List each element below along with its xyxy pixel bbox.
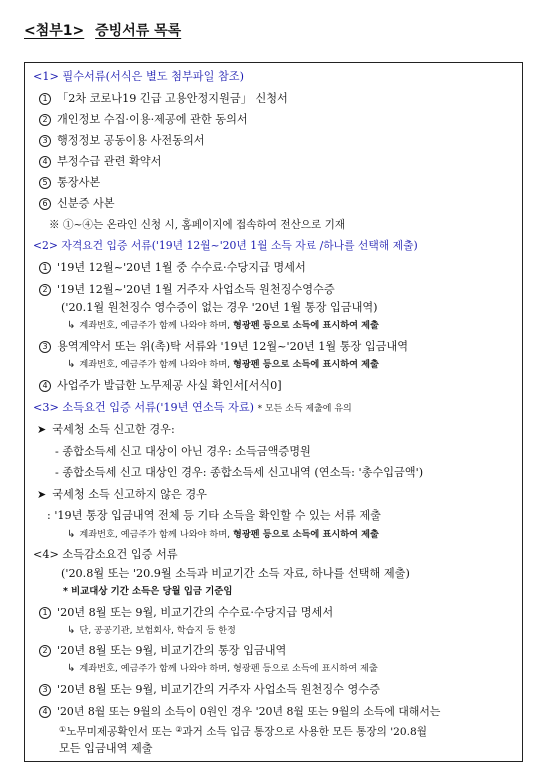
arrow-icon: ↳ xyxy=(67,529,76,540)
s1-item-3: 3 행정정보 공동이용 사전동의서 xyxy=(39,134,205,150)
title-text: 증빙서류 목록 xyxy=(95,23,182,39)
s2-item-3-sub: ↳ 계좌번호, 예금주가 함께 나와야 하며, 형광펜 등으로 소득에 표시하여 제출 xyxy=(67,359,379,370)
s1-item-2: 2 개인정보 수집·이용·제공에 관한 동의서 xyxy=(39,113,248,129)
s4-item-4: 4 '20년 8월 또는 9월의 소득이 0원인 경우 '20년 8월 또는 9월의 소득에 대해서는 xyxy=(39,705,440,721)
s4-item-2: 2 '20년 8월 또는 9월, 비교기간의 통장 입금내역 xyxy=(39,644,286,660)
s3-bullet-2-sub: ↳ 계좌번호, 예금주가 함께 나와야 하며, 형광펜 등으로 소득에 표시하여 제출 xyxy=(67,529,379,540)
s2-item-1: 1 '19년 12월~'20년 1월 중 수수료·수당지급 명세서 xyxy=(39,261,306,277)
s1-item-1: 1 「2차 코로나19 긴급 고용안정지원금」 신청서 xyxy=(39,92,288,108)
s1-item-6: 6 신분증 사본 xyxy=(39,197,115,213)
triangle-bullet-icon: ➤ xyxy=(37,488,47,501)
section-2-heading: <2> 자격요건 입증 서류('19년 12월~'20년 1월 소득 자료 /하나를 선택해 제출) xyxy=(33,239,418,252)
section-3-heading: <3> 소득요건 입증 서류('19년 연소득 자료) * 모든 소득 제출에 유의 xyxy=(33,401,352,414)
document-list-box xyxy=(24,62,523,762)
s4-item-4-line-2: ①노무미제공확인서 또는 ②과거 소득 입금 통장으로 사용한 모든 통장의 '20.8월 xyxy=(59,725,427,738)
s3-bullet-1b: - 종합소득세 신고 대상인 경우: 종합소득세 신고내역 (연소득: '총수입금액') xyxy=(55,466,424,479)
s2-item-2-sub: ↳ 계좌번호, 예금주가 함께 나와야 하며, 형광펜 등으로 소득에 표시하여 제출 xyxy=(67,320,379,331)
section-3-heading-note: * 모든 소득 제출에 유의 xyxy=(257,404,352,414)
s4-note: * 비교대상 기간 소득은 당월 입금 기준임 xyxy=(63,586,233,597)
s4-item-1: 1 '20년 8월 또는 9월, 비교기간의 수수료·수당지급 명세서 xyxy=(39,606,333,622)
s4-item-3: 3 '20년 8월 또는 9월, 비교기간의 거주자 사업소득 원천징수 영수증 xyxy=(39,683,380,699)
triangle-bullet-icon: ➤ xyxy=(37,423,47,436)
s2-item-4: 4 사업주가 발급한 노무제공 사실 확인서[서식0] xyxy=(39,379,282,395)
arrow-icon: ↳ xyxy=(67,663,76,674)
s1-item-4: 4 부정수급 관련 확약서 xyxy=(39,155,161,171)
s4-item-1-sub: ↳ 단, 공공기관, 보험회사, 학습지 등 한정 xyxy=(67,625,236,636)
s4-line-1: ('20.8월 또는 '20.9월 소득과 비교기간 소득 자료, 하나를 선택해 제출) xyxy=(61,567,410,580)
arrow-icon: ↳ xyxy=(67,625,76,636)
arrow-icon: ↳ xyxy=(67,320,76,331)
s4-item-2-sub: ↳ 계좌번호, 예금주가 함께 나와야 하며, 형광펜 등으로 소득에 표시하여 제출 xyxy=(67,663,378,674)
s3-bullet-2: ➤ 국세청 소득 신고하지 않은 경우 xyxy=(37,488,207,501)
section-1-heading: <1> 필수서류(서식은 별도 첨부파일 참조) xyxy=(33,70,244,83)
s2-item-2: 2 '19년 12월~'20년 1월 거주자 사업소득 원천징수영수증 xyxy=(39,283,335,299)
s4-item-4-line-3: 모든 입금내역 제출 xyxy=(59,742,153,755)
s1-item-5: 5 통장사본 xyxy=(39,176,100,192)
s3-bullet-1: ➤ 국세청 소득 신고한 경우: xyxy=(37,423,175,436)
s2-item-3: 3 용역계약서 또는 위(촉)탁 서류와 '19년 12월~'20년 1월 통장 입금내역 xyxy=(39,340,408,356)
s3-bullet-1a: - 종합소득세 신고 대상이 아닌 경우: 소득금액증명원 xyxy=(55,445,311,458)
s3-bullet-2a: : '19년 통장 입금내역 전체 등 기타 소득을 확인할 수 있는 서류 제출 xyxy=(47,509,381,522)
section-4-heading: <4> 소득감소요건 입증 서류 xyxy=(33,548,178,561)
attachment-label: <첨부1> xyxy=(24,23,85,39)
document-title xyxy=(24,20,181,40)
arrow-icon: ↳ xyxy=(67,359,76,370)
s1-note: ※ ①~④는 온라인 신청 시, 홈페이지에 접속하여 전산으로 기재 xyxy=(49,219,346,231)
s2-item-2-detail: ('20.1월 원천징수 영수증이 없는 경우 '20년 1월 통장 입금내역) xyxy=(61,301,378,314)
